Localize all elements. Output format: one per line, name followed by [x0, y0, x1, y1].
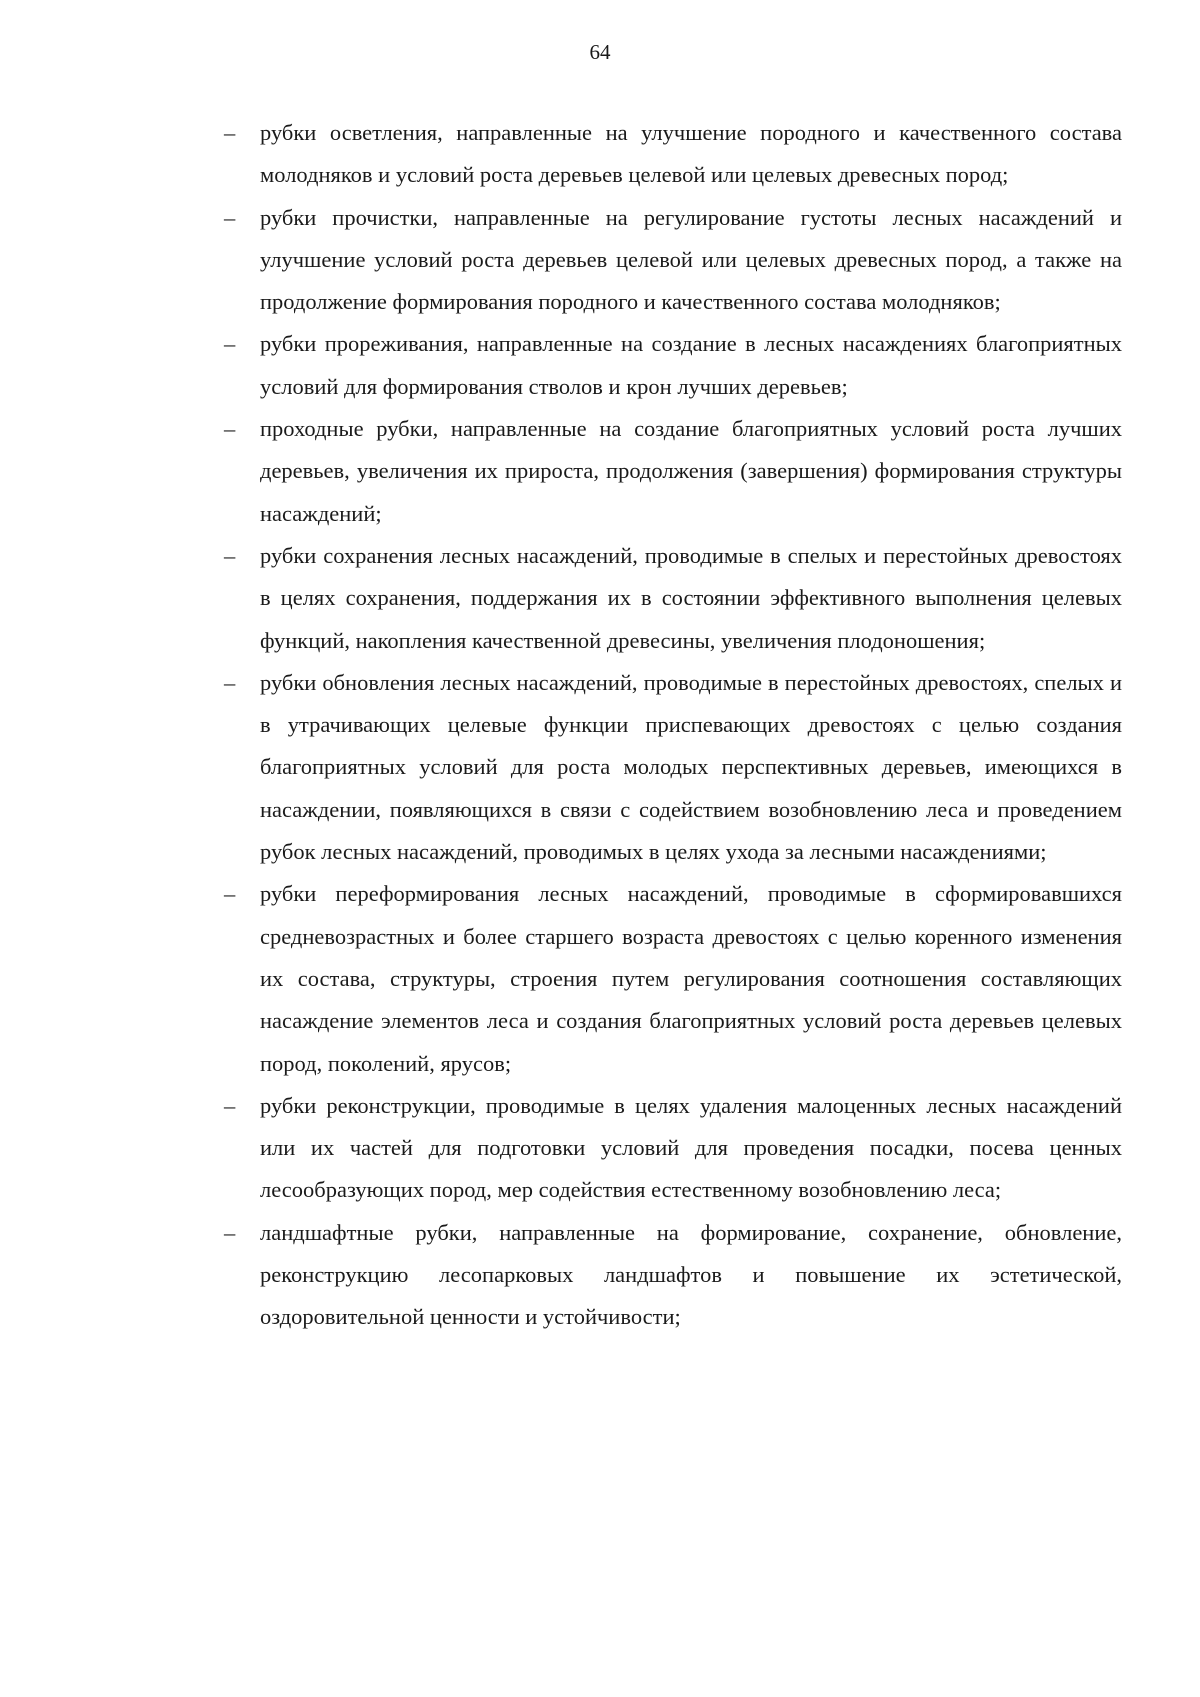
list-item-text: рубки осветления, направленные на улучшение породного и качественного состава молодняков и условий роста деревьев целевой или целевых древесных пород;: [260, 120, 1122, 188]
list-item: [224, 112, 1122, 197]
dash-bullet: –: [224, 204, 236, 230]
dash-bullet: –: [224, 669, 236, 695]
list-item: [224, 408, 1122, 535]
dash-bullet: –: [224, 416, 236, 442]
dash-bullet: –: [224, 1092, 236, 1118]
document-body: [224, 112, 1122, 1339]
list-item-text: проходные рубки, направленные на создание благоприятных условий роста лучших деревьев, увеличения их прироста, продолжения (завершения) формирования структуры насаждений;: [260, 416, 1122, 526]
list-item: [224, 1212, 1122, 1339]
page-number: 64: [589, 40, 611, 64]
list-item-text: рубки прореживания, направленные на создание в лесных насаждениях благоприятных условий для формирования стволов и крон лучших деревьев;: [260, 331, 1122, 399]
dash-bullet: –: [224, 331, 236, 357]
dash-bullet: –: [224, 542, 236, 568]
list-item: [224, 1085, 1122, 1212]
list-item: [224, 535, 1122, 662]
list-item: [224, 662, 1122, 873]
list-item-text: рубки обновления лесных насаждений, проводимые в перестойных древостоях, спелых и в утрачивающих целевые функции приспевающих древостоях с целью создания благоприятных условий для роста молодых перспективных деревьев, имеющихся в насаждении, появляющихся в связи с содействием возобновлению леса и проведением рубок лесных насаждений, проводимых в целях ухода за лесными насаждениями;: [260, 669, 1122, 865]
dash-bullet: –: [224, 120, 236, 145]
list-item-text: рубки сохранения лесных насаждений, проводимые в спелых и перестойных древостоях в целях сохранения, поддержания их в состоянии эффективного выполнения целевых функций, накопления качественной древесины, увеличения плодоношения;: [260, 542, 1122, 653]
list-item-text: рубки реконструкции, проводимые в целях удаления малоценных лесных насаждений или их частей для подготовки условий для проведения посадки, посева ценных лесообразующих пород, мер содействия естественному возобновлению леса;: [260, 1092, 1122, 1203]
list-item: [224, 323, 1122, 408]
list-item: [224, 197, 1122, 324]
list-item-text: ландшафтные рубки, направленные на формирование, сохранение, обновление, реконструкцию лесопарковых ландшафтов и повышение их эстетической, оздоровительной ценности и устойчивости;: [260, 1219, 1122, 1330]
bullet-list: [224, 112, 1122, 1339]
dash-bullet: –: [224, 881, 236, 907]
dash-bullet: –: [224, 1219, 236, 1245]
list-item: [224, 873, 1122, 1084]
list-item-text: рубки переформирования лесных насаждений, проводимые в сформировавшихся средневозрастных и более старшего возраста древостоях с целью коренного изменения их состава, структуры, строения путем регулирования соотношения составляющих насаждение элементов леса и создания благоприятных условий роста деревьев целевых пород, поколений, ярусов;: [260, 881, 1122, 1076]
list-item-text: рубки прочистки, направленные на регулирование густоты лесных насаждений и улучшение условий роста деревьев целевой или целевых древесных пород, а также на продолжение формирования породного и качественного состава молодняков;: [260, 204, 1122, 315]
